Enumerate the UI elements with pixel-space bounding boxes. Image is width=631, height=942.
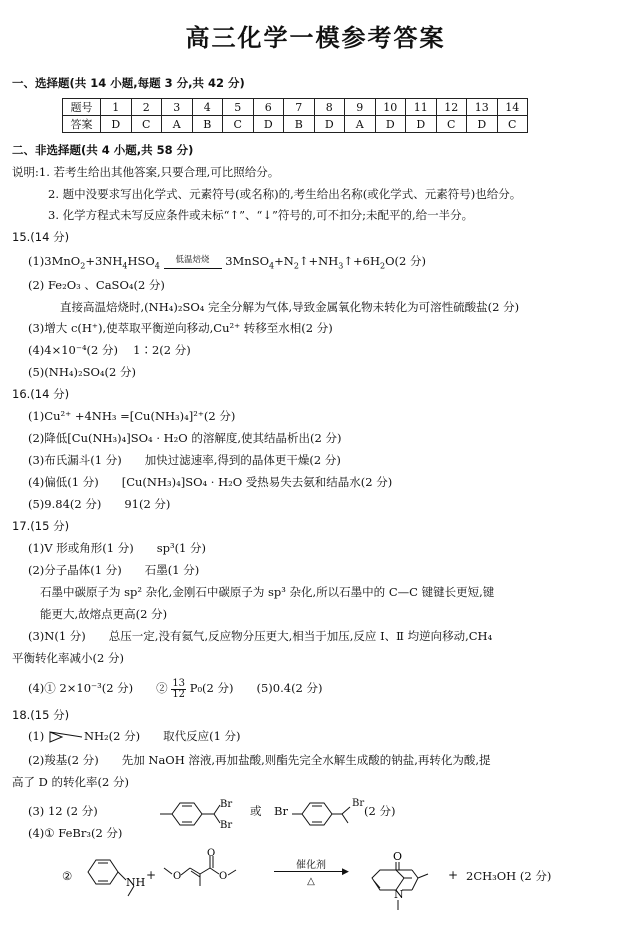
carbonyl-oxygen-label: O [393,850,403,863]
q17-part4: (4)① 2×10⁻³(2 分) ② [28,681,168,695]
q15-line-4: (3)增大 c(H⁺),使萃取平衡逆向移动,Cu²⁺ 转移至水相(2 分) [28,321,333,335]
table-cell: 5 [223,99,254,116]
table-cell: A [162,116,193,133]
reaction-arrow-2: 催化剂 ▶ △ [274,848,348,892]
q16-line-4: (4)偏低(1 分) [Cu(NH₃)₄]SO₄ · H₂O 受热易失去氨和结晶水(2 分) [28,475,393,489]
table-row-answers [63,116,528,133]
table-cell: 14 [497,99,528,116]
table-cell: B [192,116,223,133]
table-cell: D [375,116,406,133]
q16-line-5: (5)9.84(2 分) 91(2 分) [28,497,171,511]
or-text: 或 [250,804,262,818]
q18-part1-label: (1) [28,729,45,743]
q17-heading: 17.(15 分) [12,519,70,533]
q17-part4-rest: P₀(2 分) (5)0.4(2 分) [189,681,323,695]
table-cell: 6 [253,99,284,116]
bromine-left-label: Br [274,804,288,818]
table-cell: D [467,116,498,133]
q15-equation: $(1)3MnO_2+3NH_4HSO_4$ 低温焙烧 $3MnSO_4+N_2↑+NH_3↑+6H_2O(2$ 分) [28,254,426,271]
section-heading-nonchoice: 二、非选择题(共 4 小题,共 58 分) [12,143,194,157]
table-cell: B [284,116,315,133]
oxygen-label: O [219,871,228,882]
plus-sign-1: + [146,868,157,882]
q16-line-2: (2)降低[Cu(NH₃)₄]SO₄ · H₂O 的溶解度,使其结晶析出(2 分) [28,431,342,445]
table-cell: 3 [162,99,193,116]
q17-line-7 [28,675,631,701]
q16-heading: 16.(14 分) [12,387,70,401]
bromine-label: Br [220,820,233,831]
q17-line-4: 能更大,故熔点更高(2 分) [40,607,168,621]
q18-line-5: (4)① FeBr₃(2 分) [28,826,123,840]
q18-part3: (3) 12 (2 分) [28,804,98,818]
q15-line-5: (4)4×10⁻⁴(2 分) 1∶2(2 分) [28,343,191,357]
enol-ester-structure [156,848,266,898]
q17-line-6: 平衡转化率减小(2 分) [12,651,124,665]
table-cell: 9 [345,99,376,116]
note-1: 说明:1. 若考生给出其他答案,只要合理,可比照给分。 [12,165,280,179]
oxygen-label: O [207,848,216,859]
q18-part4-circle-2: ② [62,869,73,883]
table-row-numbers [63,99,528,116]
q17-line-5: (3)N(1 分) 总压一定,没有氦气,反应物分压更大,相当于加压,反应 Ⅰ、Ⅱ 均逆向移动,CH₄ [28,629,493,643]
table-cell: 13 [467,99,498,116]
row-label-question: 题号 [63,99,101,116]
q16-line-1: (1)Cu²⁺ +4NH₃ =[Cu(NH₃)₄]²⁺(2 分) [28,409,236,423]
table-cell: C [131,116,162,133]
table-cell: D [314,116,345,133]
q15-line-6: (5)(NH₄)₂SO₄(2 分) [28,365,136,379]
row-label-answer: 答案 [63,116,101,133]
table-cell: 10 [375,99,406,116]
note-2: 2. 题中没要求写出化学式、元素符号(或名称)的,考生给出名称(或化学式、元素符号)也给分。 [48,187,522,201]
answer-table [62,98,528,133]
q15-heading: 15.(14 分) [12,230,70,244]
catalyst-label: 催化剂 [296,860,326,871]
nh-label: NH [126,876,146,889]
q18-part1-text: NH₂(2 分) 取代反应(1 分) [83,729,241,743]
table-cell: C [497,116,528,133]
oxygen-label: O [173,871,182,882]
table-cell: 7 [284,99,315,116]
table-cell: D [406,116,437,133]
page-title: 高三化学一模参考答案 [185,24,446,52]
q18-line-3: 高了 D 的转化率(2 分) [12,775,129,789]
table-cell: 11 [406,99,437,116]
heat-label: △ [307,876,315,887]
note-3: 3. 化学方程式未写反应条件或未标“↑”、“↓”符号的,可不扣分;未配平的,给一半分。 [48,208,474,222]
section-heading-choice: 一、选择题(共 14 小题,每题 3 分,共 42 分) [12,76,245,90]
q17-line-2: (2)分子晶体(1 分) 石墨(1 分) [28,563,200,577]
reaction-arrow [164,255,222,269]
q18-part3-score: (2 分) [364,804,396,818]
table-cell: D [101,116,132,133]
q15-score-1: (2 分) [394,254,426,268]
table-cell: C [436,116,467,133]
q15-line-3: 直接高温焙烧时,(NH₄)₂SO₄ 完全分解为气体,导致金属氧化物未转化为可溶性硫酸盐(2 分) [60,300,520,314]
q18-reaction-scheme [28,848,623,940]
table-cell: D [253,116,284,133]
q17-line-1: (1)V 形或角形(1 分) sp³(1 分) [28,541,207,555]
bromine-label: Br [220,799,233,810]
table-cell: A [345,116,376,133]
q15-line-2: (2) Fe₂O₃ 、CaSO₄(2 分) [28,278,165,292]
fraction [171,679,186,700]
q18-line-1 [28,729,631,749]
table-cell: C [223,116,254,133]
table-cell: 8 [314,99,345,116]
fraction-denominator: 12 [172,688,186,700]
q17-line-3: 石墨中碳原子为 sp² 杂化,金刚石中碳原子为 sp³ 杂化,所以石墨中的 C—C 键键长更短,键 [40,585,495,599]
table-cell: 2 [131,99,162,116]
equation-left: (1)3MnO [28,254,81,268]
methanol-product: 2CH₃OH (2 分) [466,869,552,883]
quinolone-structure [360,848,440,920]
plus-sign-2: + [448,868,459,882]
nitrogen-label: N [394,888,404,901]
q18-line-2: (2)羧基(2 分) 先加 NaOH 溶液,再加盐酸,则酯先完全水解生成酸的钠盐,再转化为酸,提 [28,753,491,767]
table-cell: 12 [436,99,467,116]
reaction-condition: 低温焙烧 [175,255,210,265]
q16-line-3: (3)布氏漏斗(1 分) 加快过滤速率,得到的晶体更干燥(2 分) [28,453,341,467]
fraction-numerator: 13 [172,677,186,689]
bromine-right-label: Br [352,798,365,809]
table-cell: 4 [192,99,223,116]
q18-heading: 18.(15 分) [12,708,70,722]
table-cell: 1 [101,99,132,116]
cyclopropyl-structure [48,729,84,745]
